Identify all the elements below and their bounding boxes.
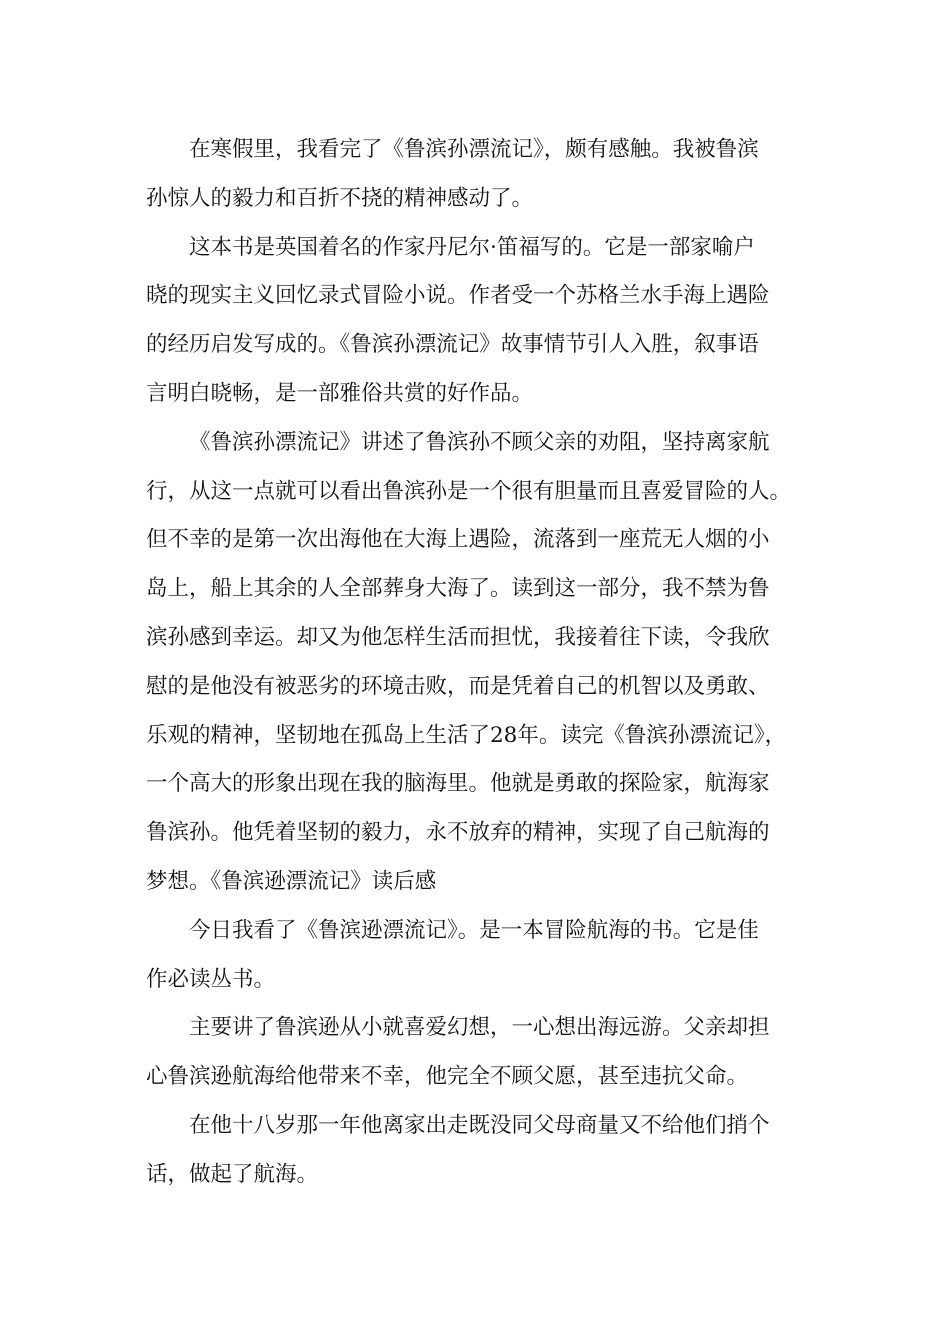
- paragraph-6: 在他十八岁那一年他离家出走既没同父母商量又不给他们捎个 话，做起了航海。: [146, 1112, 770, 1187]
- paragraph-2: 这本书是英国着名的作家丹尼尔·笛福写的。它是一部家喻户 晓的现实主义回忆录式冒险小说。作者受一个苏格兰水手海上遇险 的经历启发写成的。《鲁滨孙漂流记》故事情节引人入胜，叙事语 言明白晓畅，是一部雅俗共赏的好作品。: [146, 234, 770, 406]
- paragraph-4: 今日我看了《鲁滨逊漂流记》。是一本冒险航海的书。它是佳 作必读丛书。: [146, 917, 759, 992]
- paragraph-5: 主要讲了鲁滨逊从小就喜爱幻想，一心想出海远游。父亲却担 心鲁滨逊航海给他带来不幸，他完全不顾父愿，甚至违抗父命。: [146, 1015, 770, 1090]
- paragraph-3: 《鲁滨孙漂流记》讲述了鲁滨孙不顾父亲的劝阻，坚持离家航 行，从这一点就可以看出鲁滨孙是一个很有胆量而且喜爱冒险的人。 但不幸的是第一次出海他在大海上遇险，流落到一座荒无人烟的小 岛上，船上其余的人全部葬身大海了。读到这一部分，我不禁为鲁 滨孙感到幸运。却又为他怎样生活而担忧，我接着往下读，令我欣 慰的是他没有被恶劣的环境击败，而是凭着自己的机智以及勇敢、 乐观的精神，坚韧地在孤岛上生活了28年。读完《鲁滨孙漂流记》， 一个高大的形象出现在我的脑海里。他就是勇敢的探险家，航海家 鲁滨孙。他凭着坚韧的毅力，永不放弃的精神，实现了自己航海的 梦想。《鲁滨逊漂流记》读后感: [146, 429, 792, 894]
- paragraph-1: 在寒假里，我看完了《鲁滨孙漂流记》，颇有感触。我被鲁滨 孙惊人的毅力和百折不挠的精神感动了。: [146, 137, 759, 211]
- document-body: [146, 126, 818, 1200]
